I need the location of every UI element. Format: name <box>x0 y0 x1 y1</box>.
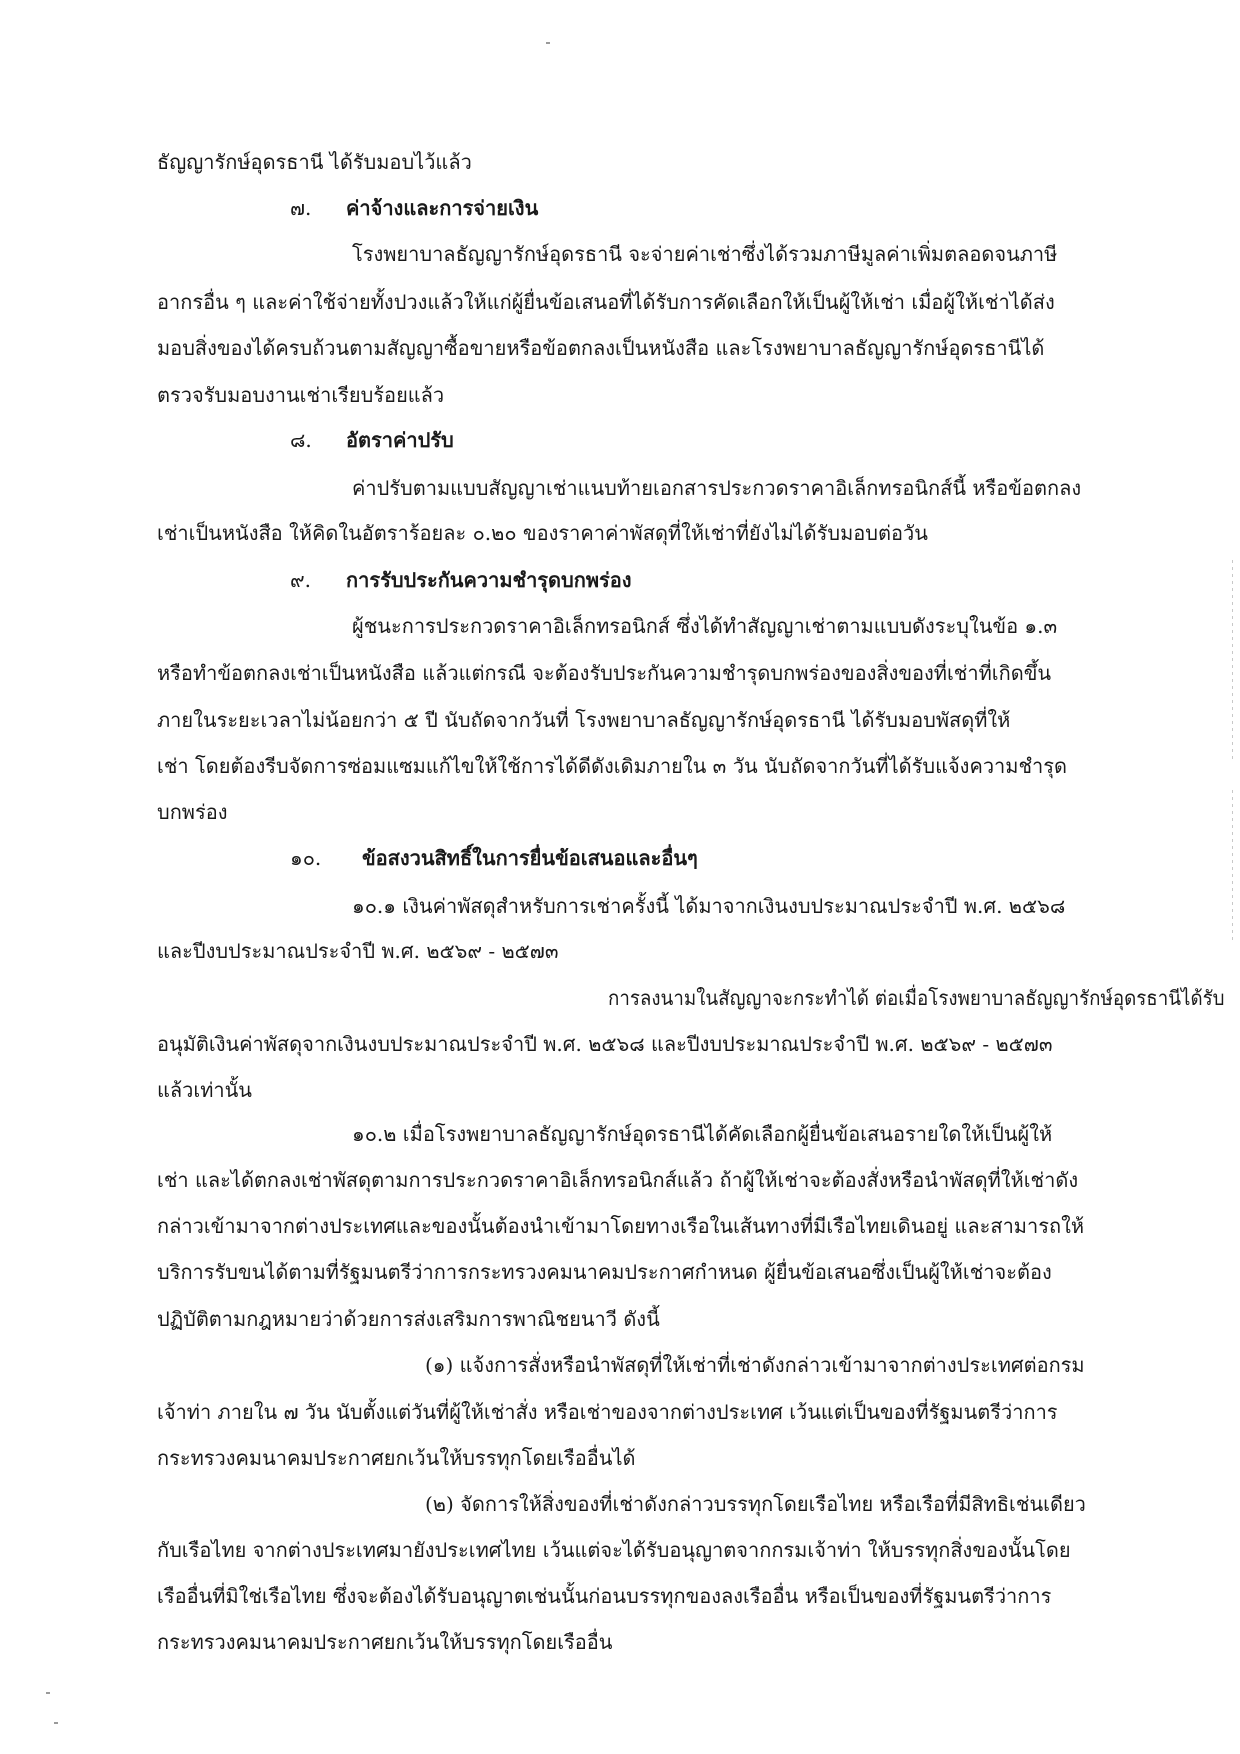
section-7-line: โรงพยาบาลธัญญารักษ์อุดรธานี จะจ่ายค่าเช่าซึ่งได้รวมภาษีมูลค่าเพิ่มตลอดจนภาษี <box>352 242 1058 266</box>
section-7-line: อากรอื่น ๆ และค่าใช้จ่ายทั้งปวงแล้วให้แก่ผู้ยื่นข้อเสนอที่ได้รับการคัดเลือกให้เป็นผู้ให้เช่า เมื่อผู้ให้เช่าได้ส่ง <box>157 290 1055 314</box>
section-9-line: หรือทำข้อตกลงเช่าเป็นหนังสือ แล้วแต่กรณี จะต้องรับประกันความชำรุดบกพร่องของสิ่งของที่เช่าที่เกิดขึ้น <box>157 661 1052 685</box>
section-7-number: ๗. <box>290 196 312 220</box>
section-9-line: ผู้ชนะการประกวดราคาอิเล็กทรอนิกส์ ซึ่งได้ทำสัญญาเช่าตามแบบดังระบุในข้อ ๑.๓ <box>352 614 1058 638</box>
scan-edge-mark <box>1232 790 1233 940</box>
item-2-line: กับเรือไทย จากต่างประเทศมายังประเทศไทย เว้นแต่จะได้รับอนุญาตจากกรมเจ้าท่า ให้บรรทุกสิ่งของนั้นโดย <box>157 1538 1071 1562</box>
section-8-line: ค่าปรับตามแบบสัญญาเช่าแนบท้ายเอกสารประกวดราคาอิเล็กทรอนิกส์นี้ หรือข้อตกลง <box>352 476 1082 500</box>
item-1-line: (๑) แจ้งการสั่งหรือนำพัสดุที่ให้เช่าที่เช่าดังกล่าวเข้ามาจากต่างประเทศต่อกรม <box>425 1353 1085 1377</box>
section-7-line: ตรวจรับมอบงานเช่าเรียบร้อยแล้ว <box>157 383 445 407</box>
section-9-line: เช่า โดยต้องรีบจัดการซ่อมแซมแก้ไขให้ใช้การได้ดีดังเดิมภายใน ๓ วัน นับถัดจากวันที่ได้รับแจ้งความชำรุด <box>157 754 1067 778</box>
scan-speck <box>54 1722 58 1724</box>
item-2-line: (๒) จัดการให้สิ่งของที่เช่าดังกล่าวบรรทุกโดยเรือไทย หรือเรือที่มีสิทธิเช่นเดียว <box>425 1492 1086 1516</box>
section-9-heading: การรับประกันความชำรุดบกพร่อง <box>346 568 632 592</box>
clause-10-2-line: เช่า และได้ตกลงเช่าพัสดุตามการประกวดราคาอิเล็กทรอนิกส์แล้ว ถ้าผู้ให้เช่าจะต้องสั่งหรือนำพัสดุที่ให้เช่าดัง <box>157 1168 1079 1192</box>
item-2-line: เรืออื่นที่มิใช่เรือไทย ซึ่งจะต้องได้รับอนุญาตเช่นนั้นก่อนบรรทุกของลงเรืออื่น หรือเป็นของที่รัฐมนตรีว่าการ <box>157 1584 1052 1608</box>
clause-10-2-line: กล่าวเข้ามาจากต่างประเทศและของนั้นต้องนำเข้ามาโดยทางเรือในเส้นทางที่มีเรือไทยเดินอยู่ และสามารถให้ <box>157 1214 1085 1238</box>
section-7-heading: ค่าจ้างและการจ่ายเงิน <box>346 196 539 220</box>
clause-10-1-line: การลงนามในสัญญาจะกระทำได้ ต่อเมื่อโรงพยาบาลธัญญารักษ์อุดรธานีได้รับ <box>608 986 1225 1010</box>
clause-10-1-line: ๑๐.๑ เงินค่าพัสดุสำหรับการเช่าครั้งนี้ ได้มาจากเงินงบประมาณประจำปี พ.ศ. ๒๕๖๘ <box>352 894 1066 918</box>
body-line: ธัญญารักษ์อุดรธานี ได้รับมอบไว้แล้ว <box>157 150 472 174</box>
section-8-number: ๘. <box>290 428 312 452</box>
section-10-heading: ข้อสงวนสิทธิ์ในการยื่นข้อเสนอและอื่นๆ <box>362 846 698 870</box>
section-8-heading: อัตราค่าปรับ <box>346 428 454 452</box>
clause-10-1-line: อนุมัติเงินค่าพัสดุจากเงินงบประมาณประจำปี พ.ศ. ๒๕๖๘ และปีงบประมาณประจำปี พ.ศ. ๒๕๖๙ - ๒๕๗๓ <box>157 1032 1053 1056</box>
clause-10-1-line: และปีงบประมาณประจำปี พ.ศ. ๒๕๖๙ - ๒๕๗๓ <box>157 939 559 963</box>
scan-speck <box>46 1692 50 1694</box>
item-1-line: เจ้าท่า ภายใน ๗ วัน นับตั้งแต่วันที่ผู้ให้เช่าสั่ง หรือเช่าของจากต่างประเทศ เว้นแต่เป็นของที่รัฐมนตรีว่าการ <box>157 1400 1058 1424</box>
section-9-number: ๙. <box>290 568 312 592</box>
section-8-line: เช่าเป็นหนังสือ ให้คิดในอัตราร้อยละ ๐.๒๐ ของราคาค่าพัสดุที่ให้เช่าที่ยังไม่ได้รับมอบต่อวัน <box>157 521 928 545</box>
clause-10-2-line: บริการรับขนได้ตามที่รัฐมนตรีว่าการกระทรวงคมนาคมประกาศกำหนด ผู้ยื่นข้อเสนอซึ่งเป็นผู้ให้เช่าจะต้อง <box>157 1260 1052 1284</box>
clause-10-1-line: แล้วเท่านั้น <box>157 1078 252 1102</box>
scan-speck <box>546 42 550 44</box>
section-9-line: บกพร่อง <box>157 800 228 824</box>
clause-10-2-line: ๑๐.๒ เมื่อโรงพยาบาลธัญญารักษ์อุดรธานีได้คัดเลือกผู้ยื่นข้อเสนอรายใดให้เป็นผู้ให้ <box>352 1122 1053 1146</box>
section-10-number: ๑๐. <box>290 846 322 870</box>
section-7-line: มอบสิ่งของได้ครบถ้วนตามสัญญาซื้อขายหรือข้อตกลงเป็นหนังสือ และโรงพยาบาลธัญญารักษ์อุดรธานีได้ <box>157 336 1045 360</box>
scan-edge-mark <box>1232 560 1233 760</box>
item-1-line: กระทรวงคมนาคมประกาศยกเว้นให้บรรทุกโดยเรืออื่นได้ <box>157 1446 636 1470</box>
item-2-line: กระทรวงคมนาคมประกาศยกเว้นให้บรรทุกโดยเรืออื่น <box>157 1630 613 1654</box>
clause-10-2-line: ปฏิบัติตามกฎหมายว่าด้วยการส่งเสริมการพาณิชยนาวี ดังนี้ <box>157 1307 660 1331</box>
section-9-line: ภายในระยะเวลาไม่น้อยกว่า ๕ ปี นับถัดจากวันที่ โรงพยาบาลธัญญารักษ์อุดรธานี ได้รับมอบพัสดุที่ให้ <box>157 708 1011 732</box>
